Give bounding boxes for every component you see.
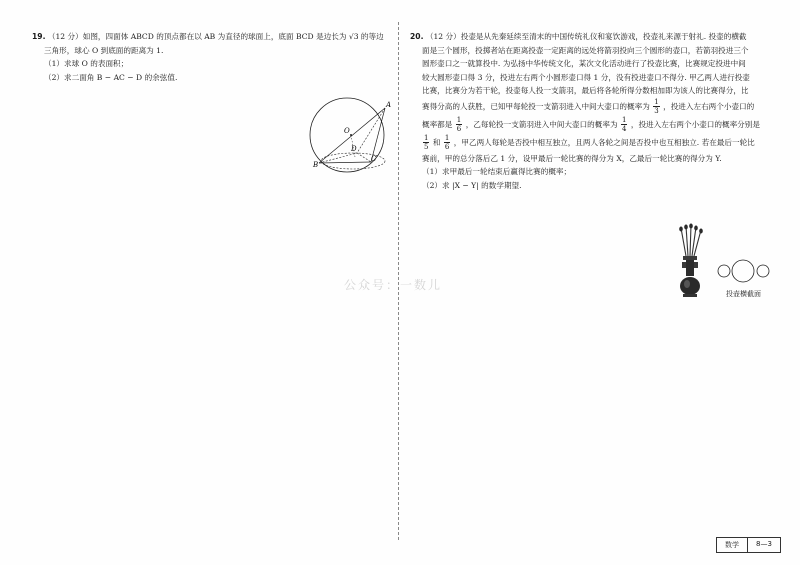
footer-page-number: 8—3 — [747, 538, 780, 552]
q20-line-0 — [410, 30, 778, 44]
fraction-1-6-b: $\frac{1}{6}$ — [444, 134, 450, 151]
q20-line-3: 较大圆形壶口得 3 分，投进左右两个小圆形壶口得 1 分，没有投进壶口不得分. 甲乙两人进行投壶 — [422, 72, 750, 82]
q20-number: 20. — [410, 32, 424, 41]
touhu-cross-section — [714, 258, 774, 284]
q20-text-8: ，乙每轮投一支箭羽进入中间大壶口的概率为 — [465, 119, 618, 129]
q20-line-4: 比赛，比赛分为若干轮，投壶每人投一支箭羽，最后将各轮所得分数相加即为该人的比赛得分，比 — [422, 86, 749, 95]
q20-text-9: ，投进入左右两个小壶口的概率分别是 — [630, 119, 760, 129]
q19-part1: （1）求球 O 的表面积； — [44, 59, 129, 68]
fraction-1-6-a: $\frac{1}{6}$ — [456, 116, 462, 133]
q20-text-7: 概率都是 — [422, 119, 453, 129]
q20-line-12: 赛前，甲的总分落后乙 1 分，设甲最后一轮比赛的得分为 X，乙最后一轮比赛的得分为 Y. — [422, 153, 722, 163]
label-b: B — [313, 161, 319, 169]
label-c: C — [371, 155, 377, 163]
question-20 — [410, 30, 778, 192]
q20-text-11: ，甲乙两人每轮是否投中相互独立，且两人各轮之间是否投中也互相独立. 若在最后一轮比 — [453, 137, 755, 147]
q19-stem-2: 三角形，球心 O 到底面的距离为 1. — [44, 45, 164, 55]
q20-line-7 — [410, 116, 778, 134]
q19-number: 19. — [32, 32, 46, 41]
label-o: O — [344, 127, 350, 135]
page-footer — [716, 537, 781, 553]
q19-part2: （2）求二面角 B − AC − D 的余弦值. — [44, 72, 178, 82]
q20-text-5: 赛得分高的人获胜，已知甲每轮投一支箭羽进入中间大壶口的概率为 — [422, 101, 650, 111]
q19-line1 — [32, 30, 387, 44]
q19-sphere-figure — [305, 95, 395, 175]
label-d: D — [351, 145, 357, 153]
touhu-vase-illustration — [672, 222, 708, 302]
cross-section-caption: 投壶横截面 — [726, 290, 761, 298]
fraction-1-5: $\frac{1}{5}$ — [424, 134, 429, 151]
q20-text-0: （12 分）投壶是从先秦延续至清末的中国传统礼仪和宴饮游戏，投壶礼来源于射礼. 投壶的横截 — [425, 32, 747, 41]
question-19 — [32, 30, 387, 84]
q20-part2: （2）求 |X − Y| 的数学期望. — [422, 180, 522, 190]
fraction-1-3: $\frac{1}{3}$ — [654, 98, 659, 115]
q20-line-1: 面是三个圆形，投掷者站在距离投壶一定距离的远处将箭羽投向三个圆形的壶口，若箭羽投进三个 — [422, 45, 749, 55]
q20-text-10: 和 — [432, 137, 441, 147]
watermark: 公众号：一数儿 — [344, 278, 443, 292]
q20-part1: （1）求甲最后一轮结束后赢得比赛的概率； — [422, 167, 572, 176]
label-a: A — [386, 101, 392, 109]
fraction-1-4: $\frac{1}{4}$ — [621, 116, 627, 133]
q20-line-2: 圆形壶口之一就算投中. 为弘扬中华传统文化，某次文化活动进行了投壶比赛，比赛规定投进中间 — [422, 59, 746, 68]
q19-stem-1: （12 分）如图，四面体 ABCD 的顶点都在以 AB 为直径的球面上，底面 BCD 是边长为 √3 的等边 — [47, 32, 384, 41]
q20-text-6: ，投进入左右两个小壶口的 — [663, 101, 755, 111]
q20-line-10 — [410, 134, 778, 152]
q20-line-5 — [410, 98, 778, 116]
footer-subject: 数学 — [725, 541, 739, 549]
